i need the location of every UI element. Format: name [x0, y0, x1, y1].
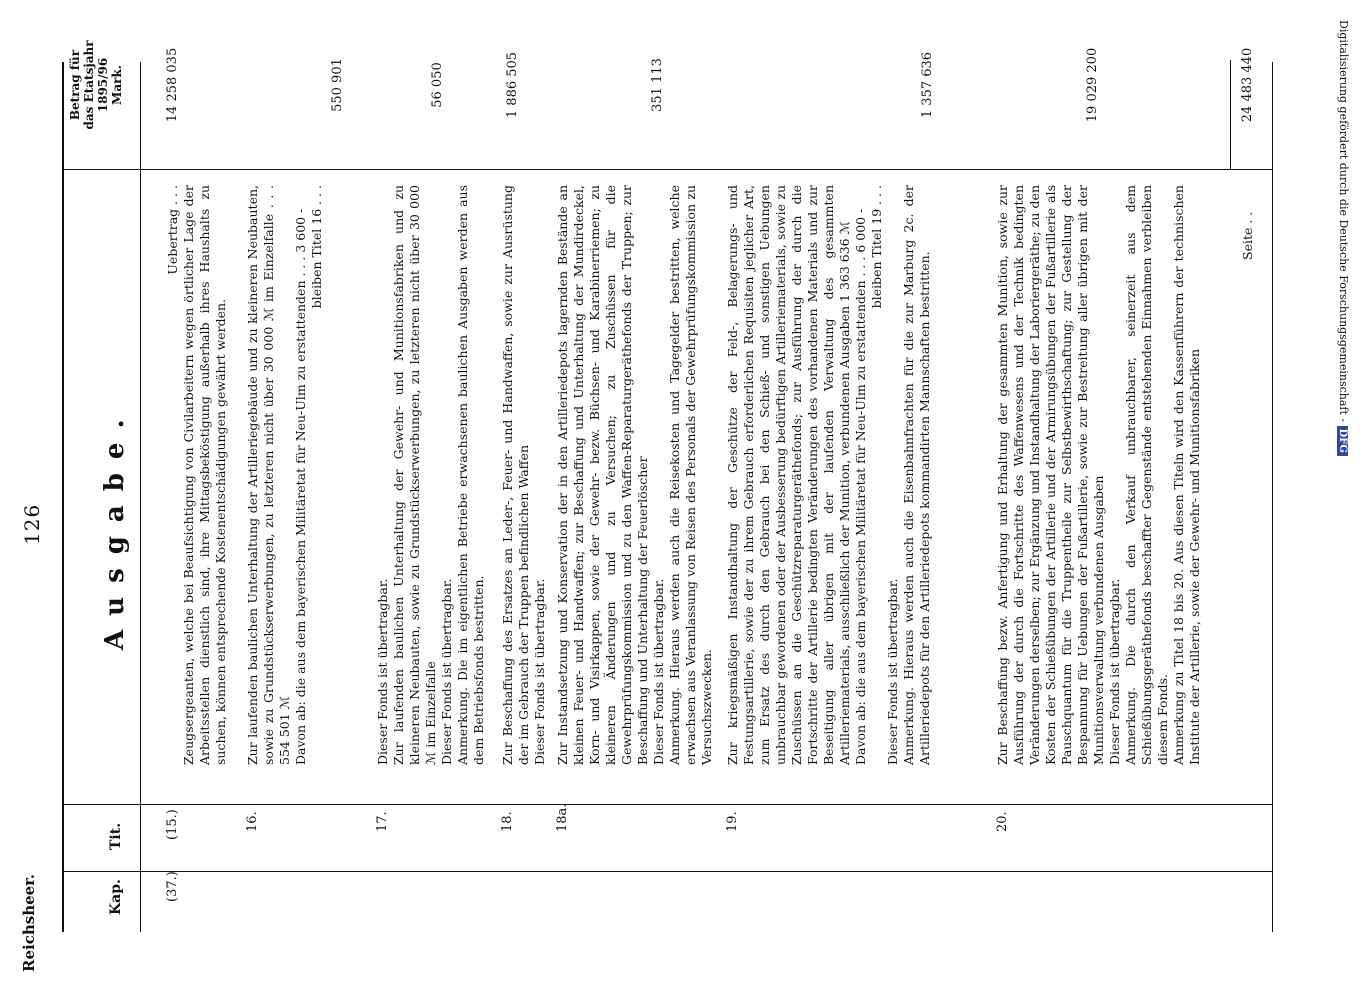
- bottom-rule: [1272, 62, 1273, 932]
- tit-number: 19.: [725, 811, 740, 832]
- header-rule: [140, 62, 141, 932]
- row-amount: 1 886 505: [505, 51, 520, 119]
- top-rule: [62, 62, 64, 932]
- kap-divider: [62, 871, 1272, 872]
- row-text: Zur Instandsetzung und Konservation der in den Artilleriedepots lagernden Bestände an kleinen Feuer- und Handwaffen; zur Beschaffung und Unterhaltung der Mundirdeckel, Korn- und Visirkappen, sowie der Gewehr- bezw. Büchsen- und Karabinerriemen; zu kleineren Änderungen und zu Versuchen; zu Zuschüssen für die Gewehrprüfungskommission und zu den Waffen-Reparaturgeräthefonds der Truppen; zur Beschaffung und Unterhaltung der Feuerlöscher Dieser Fonds ist übertragbar. Anmerkung. Hieraus werden auch die Reisekosten und Tagegelder bestritten, welche erwachsen aus Veranlassung von Reisen des Personals der Gewehrprüfungskommission zu Versuchszwecken.: [555, 185, 714, 765]
- section-title: Ausgabe.: [100, 405, 130, 650]
- tit-header: Tit.: [108, 822, 124, 850]
- row-amount: 351 113: [650, 58, 665, 112]
- row-text: Zur kriegsmäßigen Instandhaltung der Geschütze der Feld-, Belagerungs- und Festungsartillerie, sowie der zu ihrem Gebrauch erforderlichen Requisiten jeglicher Art, zum Ersatz des durch den Gebrauch bei den Schieß- und sonstigen Uebungen unbrauchbar gewordenen oder der Ausbesserung bedürftigen Artilleriematerials, sowie zu Zuschüssen an die Geschützreparaturgeräthefonds; zur Ausführung der durch die Fortschritte der Artillerie bedingten Veränderungen des vorhandenen Materials und zur Beseitigung aller übrigen mit der laufenden Verwaltung des gesammten Artilleriematerials, ausschließlich der Munition, verbundenen Ausgaben 1 363 636 ℳ Davon ab: die aus dem bayerischen Militäretat für Neu-Ulm zu erstattenden . . . 6 000 - bleiben Titel 19 . . . Dieser Fonds ist übertragbar. Anmerkung. Hieraus werden auch die Eisenbahnfrachten für die zur Marburg 2c. der Artilleriedepots für den Artilleriedepots kommandirten Mannschaften bestritten.: [725, 185, 932, 765]
- seite-label: Seite . .: [1240, 211, 1255, 260]
- row-amount: 550 901: [330, 58, 345, 112]
- row-text: Dieser Fonds ist übertragbar. Zur laufenden baulichen Unterhaltung der Gewehr- und Munitionsfabriken und zu kleineren Neubauten, sowie zu Grundstückserwerbungen, zu letzteren nicht über 30 000 ℳ im Einzelfalle Dieser Fonds ist übertragbar. Anmerkung. Die im eigentlichen Betriebe erwachsenen baulichen Ausgaben werden aus dem Betriebsfonds bestritten.: [375, 185, 486, 765]
- dfg-watermark: Digitalisierung gefördert durch die Deutsche Forschungsgemeinschaft - DFG: [1337, 20, 1350, 456]
- tit-number: 17.: [375, 811, 390, 832]
- kap-number: (37.): [165, 871, 180, 902]
- row-amount: 14 258 035: [165, 47, 180, 123]
- amount-header: Betrag für das Etatsjahr 1895/96 Mark.: [68, 40, 124, 130]
- row-amount: 1 357 636: [920, 51, 935, 119]
- tit-number: 18a.: [555, 803, 570, 832]
- total-amount: 24 483 440: [1240, 47, 1255, 123]
- tit-divider: [62, 804, 1272, 805]
- header-left: Reichsheer.: [20, 874, 38, 972]
- page-number: 126: [20, 503, 44, 545]
- dfg-badge: DFG: [1337, 426, 1348, 456]
- row-text: Uebertrag . . . Zeugsergeanten, welche bei Beaufsichtigung von Civilarbeitern wegen örtlicher Lage der Arbeitsstellen dienstlich sind, ihre Mittagsbeköstigung außerhalb ihres Haushalts zu suchen, können entsprechende Kostenentschädigungen gewährt werden.: [165, 185, 228, 765]
- row-text: Zur Beschaffung bezw. Anfertigung und Erhaltung der gesammten Munition, sowie zur Ausführung der durch die Fortschritte des Waffenwesens und der Technik bedingten Veränderungen derselben; zur Ergänzung und Instandhaltung der Laboriergeräthe; zu den Kosten der Schießübungen der Artillerie und der Armirungsübungen der Fußartillerie als Pauschquantum für die Truppentheile zur Selbstbewirthschaftung; zur Gestellung der Bespannung für Uebungen der Fußartillerie, sowie zur Bestreitung aller übrigen mit der Munitionsverwaltung verbundenen Ausgaben Dieser Fonds ist übertragbar. Anmerkung. Die durch den Verkauf unbrauchbarer, seinerzeit aus dem Schießübungsgeräthefonds beschaffter Gegenstände entstehenden Einnahmen verbleiben diesem Fonds. Anmerkung zu Titel 18 bis 20. Aus diesen Titeln wird den Kassenführern der technischen Institute der Artillerie, sowie der Gewehr- und Munitionsfabriken: [995, 185, 1202, 765]
- row-amount: 56 050: [430, 62, 445, 108]
- tit-number: 18.: [500, 811, 515, 832]
- kap-header: Kap.: [108, 879, 124, 915]
- amount-divider: [62, 169, 1272, 170]
- tit-number: 20.: [995, 811, 1010, 832]
- tit-number: 16.: [245, 811, 260, 832]
- row-amount: 19 029 200: [1085, 47, 1100, 123]
- total-rule: [1230, 60, 1231, 170]
- row-text: Zur Beschaffung des Ersatzes an Leder-, Feuer- und Handwaffen, sowie zur Ausrüstung der im Gebrauch der Truppen befindlichen Waffen Dieser Fonds ist übertragbar.: [500, 185, 547, 765]
- tit-number: (15.): [165, 809, 180, 840]
- row-text: Zur laufenden baulichen Unterhaltung der Artilleriegebäude und zu kleineren Neubauten, sowie zu Grundstückserwerbungen, zu letzteren nicht über 30 000 ℳ im Einzelfalle . . . 554 501 ℳ Davon ab: die aus dem bayerischen Militäretat für Neu-Ulm zu erstattenden . . . 3 600 - bleiben Titel 16 . . .: [245, 185, 324, 765]
